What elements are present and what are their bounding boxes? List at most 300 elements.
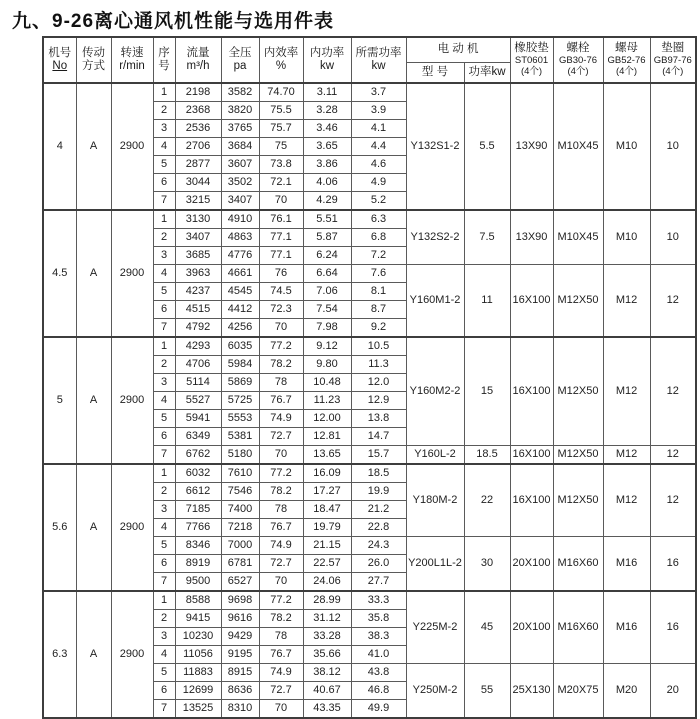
pressure-cell: 3502	[221, 174, 259, 192]
internal-power-cell: 22.57	[303, 555, 351, 573]
flow-cell: 3044	[175, 174, 221, 192]
flow-cell: 11056	[175, 646, 221, 664]
flow-cell: 6612	[175, 483, 221, 501]
pressure-cell: 5984	[221, 356, 259, 374]
pressure-cell: 9616	[221, 610, 259, 628]
seq-cell: 6	[153, 555, 175, 573]
required-power-cell: 3.7	[351, 83, 406, 102]
header-bolt: 螺栓 GB30-76 (4个)	[553, 37, 603, 83]
pressure-cell: 6035	[221, 337, 259, 356]
required-power-cell: 8.7	[351, 301, 406, 319]
efficiency-cell: 70	[259, 319, 303, 338]
pressure-cell: 4910	[221, 210, 259, 229]
header-flow: 流量 m³/h	[175, 37, 221, 83]
pressure-cell: 9195	[221, 646, 259, 664]
seq-cell: 4	[153, 392, 175, 410]
internal-power-cell: 21.15	[303, 537, 351, 555]
internal-power-cell: 5.51	[303, 210, 351, 229]
fan-table-body	[43, 83, 696, 718]
efficiency-cell: 73.8	[259, 156, 303, 174]
pressure-cell: 9429	[221, 628, 259, 646]
seq-cell: 5	[153, 283, 175, 301]
drive-mode-cell: A	[76, 464, 111, 591]
internal-power-cell: 4.29	[303, 192, 351, 211]
internal-power-cell: 3.11	[303, 83, 351, 102]
efficiency-cell: 77.2	[259, 337, 303, 356]
speed-cell: 2900	[111, 337, 153, 464]
efficiency-cell: 76.1	[259, 210, 303, 229]
internal-power-cell: 33.28	[303, 628, 351, 646]
seq-cell: 1	[153, 591, 175, 610]
header-motor-power: 功率kw	[464, 62, 510, 83]
efficiency-cell: 75.5	[259, 102, 303, 120]
internal-power-cell: 6.24	[303, 247, 351, 265]
internal-power-cell: 11.23	[303, 392, 351, 410]
seq-cell: 1	[153, 210, 175, 229]
washer-cell: 12	[650, 265, 696, 338]
drive-mode-cell: A	[76, 591, 111, 718]
pressure-cell: 5725	[221, 392, 259, 410]
pressure-cell: 4412	[221, 301, 259, 319]
internal-power-cell: 28.99	[303, 591, 351, 610]
required-power-cell: 11.3	[351, 356, 406, 374]
required-power-cell: 7.6	[351, 265, 406, 283]
motor-power-cell: 22	[464, 464, 510, 537]
efficiency-cell: 70	[259, 700, 303, 719]
required-power-cell: 10.5	[351, 337, 406, 356]
pressure-cell: 7546	[221, 483, 259, 501]
efficiency-cell: 77.2	[259, 464, 303, 483]
header-speed: 转速 r/min	[111, 37, 153, 83]
required-power-cell: 13.8	[351, 410, 406, 428]
bolt-cell: M12X50	[553, 464, 603, 537]
seq-cell: 2	[153, 229, 175, 247]
required-power-cell: 4.1	[351, 120, 406, 138]
internal-power-cell: 38.12	[303, 664, 351, 682]
seq-cell: 4	[153, 265, 175, 283]
flow-cell: 8346	[175, 537, 221, 555]
efficiency-cell: 72.7	[259, 555, 303, 573]
required-power-cell: 33.3	[351, 591, 406, 610]
pressure-cell: 7218	[221, 519, 259, 537]
nut-cell: M16	[603, 537, 650, 592]
header-motor-model: 型 号	[406, 62, 464, 83]
motor-model-cell: Y160M1-2	[406, 265, 464, 338]
table-row	[43, 83, 696, 102]
flow-cell: 7766	[175, 519, 221, 537]
seq-cell: 7	[153, 700, 175, 719]
flow-cell: 8588	[175, 591, 221, 610]
pressure-cell: 9698	[221, 591, 259, 610]
internal-power-cell: 43.35	[303, 700, 351, 719]
internal-power-cell: 12.81	[303, 428, 351, 446]
pressure-cell: 7400	[221, 501, 259, 519]
bolt-cell: M12X50	[553, 446, 603, 465]
machine-no-cell: 6.3	[43, 591, 76, 718]
pressure-cell: 6527	[221, 573, 259, 592]
seq-cell: 1	[153, 337, 175, 356]
seq-cell: 6	[153, 174, 175, 192]
drive-mode-cell: A	[76, 83, 111, 210]
efficiency-cell: 72.1	[259, 174, 303, 192]
seq-cell: 4	[153, 519, 175, 537]
header-required-power: 所需功率 kw	[351, 37, 406, 83]
internal-power-cell: 16.09	[303, 464, 351, 483]
flow-cell: 3215	[175, 192, 221, 211]
required-power-cell: 6.8	[351, 229, 406, 247]
seq-cell: 3	[153, 628, 175, 646]
motor-model-cell: Y160M2-2	[406, 337, 464, 446]
required-power-cell: 12.0	[351, 374, 406, 392]
flow-cell: 13525	[175, 700, 221, 719]
machine-no-cell: 5	[43, 337, 76, 464]
internal-power-cell: 19.79	[303, 519, 351, 537]
efficiency-cell: 76.7	[259, 646, 303, 664]
seq-cell: 3	[153, 501, 175, 519]
efficiency-cell: 72.7	[259, 428, 303, 446]
washer-cell: 10	[650, 210, 696, 265]
seq-cell: 2	[153, 102, 175, 120]
rubber-pad-cell: 16X100	[510, 337, 553, 446]
machine-no-cell: 4.5	[43, 210, 76, 337]
seq-cell: 3	[153, 120, 175, 138]
bolt-cell: M10X45	[553, 210, 603, 265]
washer-cell: 20	[650, 664, 696, 719]
efficiency-cell: 76	[259, 265, 303, 283]
efficiency-cell: 76.7	[259, 392, 303, 410]
motor-model-cell: Y250M-2	[406, 664, 464, 719]
motor-power-cell: 18.5	[464, 446, 510, 465]
motor-power-cell: 7.5	[464, 210, 510, 265]
required-power-cell: 43.8	[351, 664, 406, 682]
flow-cell: 11883	[175, 664, 221, 682]
washer-cell: 12	[650, 337, 696, 446]
efficiency-cell: 70	[259, 446, 303, 465]
required-power-cell: 9.2	[351, 319, 406, 338]
efficiency-cell: 74.9	[259, 410, 303, 428]
efficiency-cell: 78	[259, 501, 303, 519]
pressure-cell: 3407	[221, 192, 259, 211]
pressure-cell: 3820	[221, 102, 259, 120]
efficiency-cell: 72.3	[259, 301, 303, 319]
pressure-cell: 4545	[221, 283, 259, 301]
washer-cell: 12	[650, 464, 696, 537]
internal-power-cell: 3.28	[303, 102, 351, 120]
pressure-cell: 7610	[221, 464, 259, 483]
pressure-cell: 4863	[221, 229, 259, 247]
nut-cell: M12	[603, 265, 650, 338]
internal-power-cell: 17.27	[303, 483, 351, 501]
rubber-pad-cell: 25X130	[510, 664, 553, 719]
internal-power-cell: 7.98	[303, 319, 351, 338]
required-power-cell: 12.9	[351, 392, 406, 410]
internal-power-cell: 3.86	[303, 156, 351, 174]
table-header	[43, 37, 696, 83]
required-power-cell: 14.7	[351, 428, 406, 446]
bolt-cell: M12X50	[553, 337, 603, 446]
internal-power-cell: 3.46	[303, 120, 351, 138]
table-row	[43, 464, 696, 483]
efficiency-cell: 78.2	[259, 610, 303, 628]
rubber-pad-cell: 20X100	[510, 537, 553, 592]
flow-cell: 6762	[175, 446, 221, 465]
internal-power-cell: 12.00	[303, 410, 351, 428]
internal-power-cell: 7.06	[303, 283, 351, 301]
required-power-cell: 18.5	[351, 464, 406, 483]
required-power-cell: 49.9	[351, 700, 406, 719]
machine-no-cell: 5.6	[43, 464, 76, 591]
flow-cell: 3963	[175, 265, 221, 283]
flow-cell: 7185	[175, 501, 221, 519]
efficiency-cell: 74.9	[259, 537, 303, 555]
header-nut: 螺母 GB52-76 (4个)	[603, 37, 650, 83]
required-power-cell: 38.3	[351, 628, 406, 646]
required-power-cell: 3.9	[351, 102, 406, 120]
flow-cell: 5941	[175, 410, 221, 428]
seq-cell: 6	[153, 428, 175, 446]
required-power-cell: 24.3	[351, 537, 406, 555]
required-power-cell: 4.9	[351, 174, 406, 192]
pressure-cell: 8915	[221, 664, 259, 682]
header-motor: 电 动 机	[406, 37, 510, 62]
bolt-cell: M16X60	[553, 537, 603, 592]
nut-cell: M20	[603, 664, 650, 719]
seq-cell: 1	[153, 83, 175, 102]
internal-power-cell: 24.06	[303, 573, 351, 592]
seq-cell: 5	[153, 410, 175, 428]
internal-power-cell: 9.80	[303, 356, 351, 374]
machine-no-cell: 4	[43, 83, 76, 210]
internal-power-cell: 4.06	[303, 174, 351, 192]
speed-cell: 2900	[111, 464, 153, 591]
flow-cell: 2536	[175, 120, 221, 138]
flow-cell: 3407	[175, 229, 221, 247]
bolt-cell: M16X60	[553, 591, 603, 664]
motor-model-cell: Y225M-2	[406, 591, 464, 664]
required-power-cell: 27.7	[351, 573, 406, 592]
pressure-cell: 6781	[221, 555, 259, 573]
speed-cell: 2900	[111, 83, 153, 210]
flow-cell: 10230	[175, 628, 221, 646]
motor-model-cell: Y132S1-2	[406, 83, 464, 210]
motor-power-cell: 55	[464, 664, 510, 719]
fan-performance-table	[42, 36, 697, 719]
seq-cell: 6	[153, 682, 175, 700]
nut-cell: M12	[603, 464, 650, 537]
flow-cell: 2706	[175, 138, 221, 156]
header-internal-power: 内功率 kw	[303, 37, 351, 83]
efficiency-cell: 77.1	[259, 247, 303, 265]
flow-cell: 2877	[175, 156, 221, 174]
flow-cell: 5527	[175, 392, 221, 410]
pressure-cell: 3607	[221, 156, 259, 174]
pressure-cell: 5180	[221, 446, 259, 465]
bolt-cell: M20X75	[553, 664, 603, 719]
motor-power-cell: 11	[464, 265, 510, 338]
pressure-cell: 7000	[221, 537, 259, 555]
required-power-cell: 6.3	[351, 210, 406, 229]
required-power-cell: 46.8	[351, 682, 406, 700]
pressure-cell: 5869	[221, 374, 259, 392]
rubber-pad-cell: 13X90	[510, 210, 553, 265]
seq-cell: 2	[153, 483, 175, 501]
efficiency-cell: 75.7	[259, 120, 303, 138]
pressure-cell: 4256	[221, 319, 259, 338]
internal-power-cell: 3.65	[303, 138, 351, 156]
required-power-cell: 4.4	[351, 138, 406, 156]
bolt-cell: M10X45	[553, 83, 603, 210]
efficiency-cell: 76.7	[259, 519, 303, 537]
pressure-cell: 5553	[221, 410, 259, 428]
motor-model-cell: Y132S2-2	[406, 210, 464, 265]
rubber-pad-cell: 13X90	[510, 83, 553, 210]
seq-cell: 2	[153, 356, 175, 374]
required-power-cell: 26.0	[351, 555, 406, 573]
pressure-cell: 8310	[221, 700, 259, 719]
efficiency-cell: 78.2	[259, 483, 303, 501]
nut-cell: M16	[603, 591, 650, 664]
required-power-cell: 5.2	[351, 192, 406, 211]
internal-power-cell: 18.47	[303, 501, 351, 519]
required-power-cell: 7.2	[351, 247, 406, 265]
motor-model-cell: Y200L1L-2	[406, 537, 464, 592]
efficiency-cell: 78	[259, 374, 303, 392]
flow-cell: 8919	[175, 555, 221, 573]
pressure-cell: 8636	[221, 682, 259, 700]
pressure-cell: 3684	[221, 138, 259, 156]
internal-power-cell: 9.12	[303, 337, 351, 356]
seq-cell: 7	[153, 319, 175, 338]
flow-cell: 9415	[175, 610, 221, 628]
efficiency-cell: 78	[259, 628, 303, 646]
drive-mode-cell: A	[76, 210, 111, 337]
internal-power-cell: 6.64	[303, 265, 351, 283]
washer-cell: 16	[650, 591, 696, 664]
nut-cell: M10	[603, 210, 650, 265]
seq-cell: 1	[153, 464, 175, 483]
nut-cell: M12	[603, 337, 650, 446]
header-machine-no-en: No	[52, 60, 68, 72]
seq-cell: 3	[153, 374, 175, 392]
flow-cell: 2368	[175, 102, 221, 120]
flow-cell: 6032	[175, 464, 221, 483]
washer-cell: 16	[650, 537, 696, 592]
rubber-pad-cell: 16X100	[510, 446, 553, 465]
page-title: 九、9-26离心通风机性能与选用件表	[12, 11, 335, 32]
flow-cell: 6349	[175, 428, 221, 446]
required-power-cell: 41.0	[351, 646, 406, 664]
pressure-cell: 3765	[221, 120, 259, 138]
speed-cell: 2900	[111, 591, 153, 718]
seq-cell: 4	[153, 646, 175, 664]
seq-cell: 4	[153, 138, 175, 156]
seq-cell: 5	[153, 664, 175, 682]
table-row	[43, 210, 696, 229]
required-power-cell: 22.8	[351, 519, 406, 537]
header-pressure: 全压 pa	[221, 37, 259, 83]
seq-cell: 7	[153, 573, 175, 592]
flow-cell: 3130	[175, 210, 221, 229]
nut-cell: M12	[603, 446, 650, 465]
nut-cell: M10	[603, 83, 650, 210]
required-power-cell: 4.6	[351, 156, 406, 174]
table-row	[43, 337, 696, 356]
flow-cell: 12699	[175, 682, 221, 700]
efficiency-cell: 78.2	[259, 356, 303, 374]
washer-cell: 12	[650, 446, 696, 465]
pressure-cell: 5381	[221, 428, 259, 446]
efficiency-cell: 70	[259, 573, 303, 592]
motor-power-cell: 45	[464, 591, 510, 664]
required-power-cell: 8.1	[351, 283, 406, 301]
motor-power-cell: 5.5	[464, 83, 510, 210]
seq-cell: 6	[153, 301, 175, 319]
seq-cell: 7	[153, 446, 175, 465]
header-seq: 序 号	[153, 37, 175, 83]
internal-power-cell: 7.54	[303, 301, 351, 319]
motor-power-cell: 30	[464, 537, 510, 592]
flow-cell: 4792	[175, 319, 221, 338]
motor-power-cell: 15	[464, 337, 510, 446]
speed-cell: 2900	[111, 210, 153, 337]
header-washer: 垫圈 GB97-76 (4个)	[650, 37, 696, 83]
required-power-cell: 15.7	[351, 446, 406, 465]
efficiency-cell: 70	[259, 192, 303, 211]
flow-cell: 9500	[175, 573, 221, 592]
motor-model-cell: Y160L-2	[406, 446, 464, 465]
washer-cell: 10	[650, 83, 696, 210]
pressure-cell: 4776	[221, 247, 259, 265]
efficiency-cell: 72.7	[259, 682, 303, 700]
efficiency-cell: 74.70	[259, 83, 303, 102]
flow-cell: 4293	[175, 337, 221, 356]
efficiency-cell: 74.5	[259, 283, 303, 301]
flow-cell: 4515	[175, 301, 221, 319]
drive-mode-cell: A	[76, 337, 111, 464]
rubber-pad-cell: 16X100	[510, 265, 553, 338]
internal-power-cell: 40.67	[303, 682, 351, 700]
pressure-cell: 3582	[221, 83, 259, 102]
pressure-cell: 4661	[221, 265, 259, 283]
internal-power-cell: 13.65	[303, 446, 351, 465]
internal-power-cell: 31.12	[303, 610, 351, 628]
internal-power-cell: 10.48	[303, 374, 351, 392]
bolt-cell: M12X50	[553, 265, 603, 338]
header-drive: 传动 方式	[76, 37, 111, 83]
flow-cell: 4706	[175, 356, 221, 374]
header-machine-no-cn: 机号	[48, 46, 72, 59]
flow-cell: 4237	[175, 283, 221, 301]
header-efficiency: 内效率 %	[259, 37, 303, 83]
efficiency-cell: 74.9	[259, 664, 303, 682]
motor-model-cell: Y180M-2	[406, 464, 464, 537]
seq-cell: 5	[153, 537, 175, 555]
flow-cell: 2198	[175, 83, 221, 102]
rubber-pad-cell: 16X100	[510, 464, 553, 537]
rubber-pad-cell: 20X100	[510, 591, 553, 664]
header-rubber-pad: 橡胶垫 ST0601 (4个)	[510, 37, 553, 83]
seq-cell: 7	[153, 192, 175, 211]
efficiency-cell: 77.1	[259, 229, 303, 247]
internal-power-cell: 5.87	[303, 229, 351, 247]
required-power-cell: 19.9	[351, 483, 406, 501]
internal-power-cell: 35.66	[303, 646, 351, 664]
header-machine-no	[43, 37, 76, 83]
seq-cell: 5	[153, 156, 175, 174]
table-row	[43, 591, 696, 610]
efficiency-cell: 77.2	[259, 591, 303, 610]
flow-cell: 5114	[175, 374, 221, 392]
